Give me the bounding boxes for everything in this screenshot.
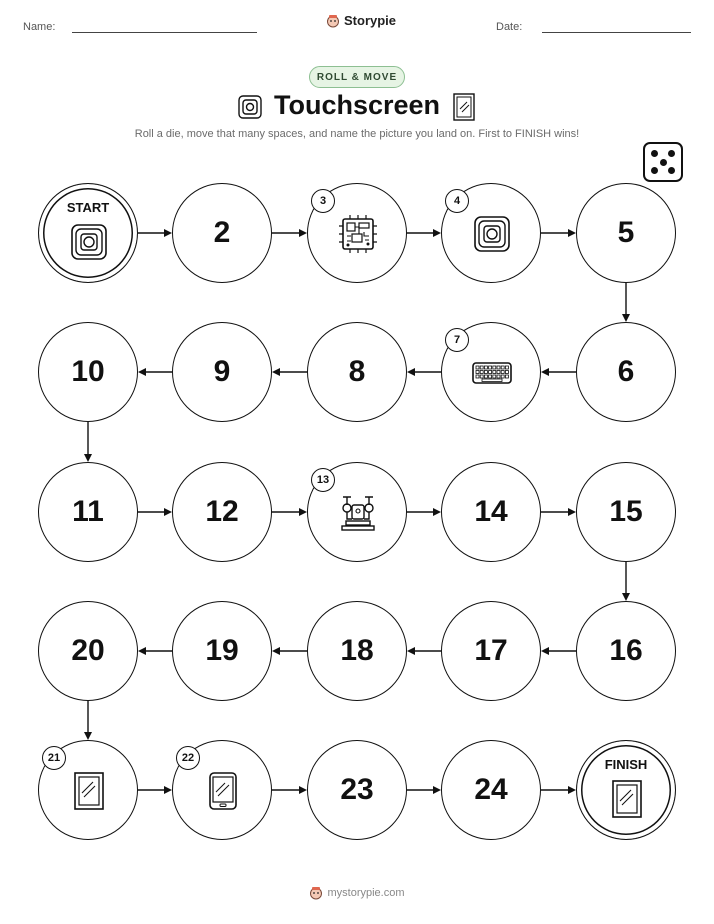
space-start[interactable] [38,183,138,283]
glass-screen-icon [69,771,109,811]
path-arrow [138,647,172,655]
touch-sensor-icon [69,222,109,262]
space-number: 9 [213,355,231,388]
space-number-badge: 21 [42,746,66,770]
space-2[interactable] [172,183,272,283]
name-label: Name: [23,21,56,33]
space-number: 16 [609,634,643,667]
footer [0,886,714,900]
space-number: 11 [72,495,104,528]
factory-machine-icon [338,493,378,533]
glass-screen-icon [453,93,475,121]
die-five-icon[interactable] [643,142,683,182]
space-8[interactable] [307,322,407,422]
tablet-icon [203,771,243,811]
path-arrow [84,422,92,462]
space-18[interactable] [307,601,407,701]
space-4[interactable] [441,183,541,283]
space-5[interactable] [576,183,676,283]
page-title: Touchscreen [273,90,441,120]
space-3[interactable] [307,183,407,283]
path-arrow [541,508,576,516]
path-arrow [138,368,172,376]
path-arrow [272,647,307,655]
space-7[interactable] [441,322,541,422]
space-finish[interactable] [576,740,676,840]
date-line[interactable] [542,32,691,33]
space-number: 15 [609,495,643,528]
path-arrow [407,368,441,376]
path-arrow [622,562,630,601]
game-instructions: Roll a die, move that many spaces, and name the picture you land on. First to FINISH wins! [134,128,580,140]
space-21[interactable] [38,740,138,840]
space-number: 12 [205,495,239,528]
space-number: 20 [71,634,105,667]
space-number: 6 [617,355,635,388]
touch-sensor-icon [472,214,512,254]
space-24[interactable] [441,740,541,840]
space-number: 14 [474,495,508,528]
space-20[interactable] [38,601,138,701]
path-arrow [541,647,576,655]
space-number-badge: 4 [445,189,469,213]
name-line[interactable] [72,32,257,33]
storypie-mascot-icon [309,886,323,900]
brand-logo [326,13,396,28]
space-number-badge: 22 [176,746,200,770]
space-19[interactable] [172,601,272,701]
path-arrow [541,786,576,794]
footer-url[interactable]: mystorypie.com [327,887,405,899]
space-number: 23 [340,773,374,806]
space-6[interactable] [576,322,676,422]
path-arrow [138,786,172,794]
space-13[interactable] [307,462,407,562]
keyboard-icon [472,353,512,393]
space-number-badge: 7 [445,328,469,352]
space-23[interactable] [307,740,407,840]
path-arrow [541,368,576,376]
space-label: FINISH [604,757,648,772]
space-number: 5 [617,216,635,249]
path-arrow [541,229,576,237]
space-12[interactable] [172,462,272,562]
space-15[interactable] [576,462,676,562]
path-arrow [272,786,307,794]
space-number: 24 [474,773,508,806]
path-arrow [138,508,172,516]
path-arrow [272,368,307,376]
space-label: START [66,200,110,215]
space-number: 18 [340,634,374,667]
space-14[interactable] [441,462,541,562]
space-17[interactable] [441,601,541,701]
space-number-badge: 13 [311,468,335,492]
path-arrow [407,786,441,794]
touch-sensor-icon [238,95,262,119]
date-label: Date: [496,21,523,33]
path-arrow [138,229,172,237]
space-number: 8 [348,355,366,388]
space-10[interactable] [38,322,138,422]
space-number: 19 [205,634,239,667]
path-arrow [272,229,307,237]
space-16[interactable] [576,601,676,701]
circuit-chip-icon [338,214,378,254]
space-number: 2 [213,216,231,249]
path-arrow [407,647,441,655]
space-number-badge: 3 [311,189,335,213]
brand-name: Storypie [344,13,397,28]
space-number: 17 [474,634,508,667]
path-arrow [84,701,92,740]
space-22[interactable] [172,740,272,840]
path-arrow [272,508,307,516]
space-11[interactable] [38,462,138,562]
space-9[interactable] [172,322,272,422]
path-arrow [407,508,441,516]
path-arrow [622,283,630,322]
storypie-mascot-icon [326,14,340,28]
game-tag: ROLL & MOVE [309,66,405,88]
space-number: 10 [71,355,105,388]
glass-screen-icon [607,779,647,819]
path-arrow [407,229,441,237]
